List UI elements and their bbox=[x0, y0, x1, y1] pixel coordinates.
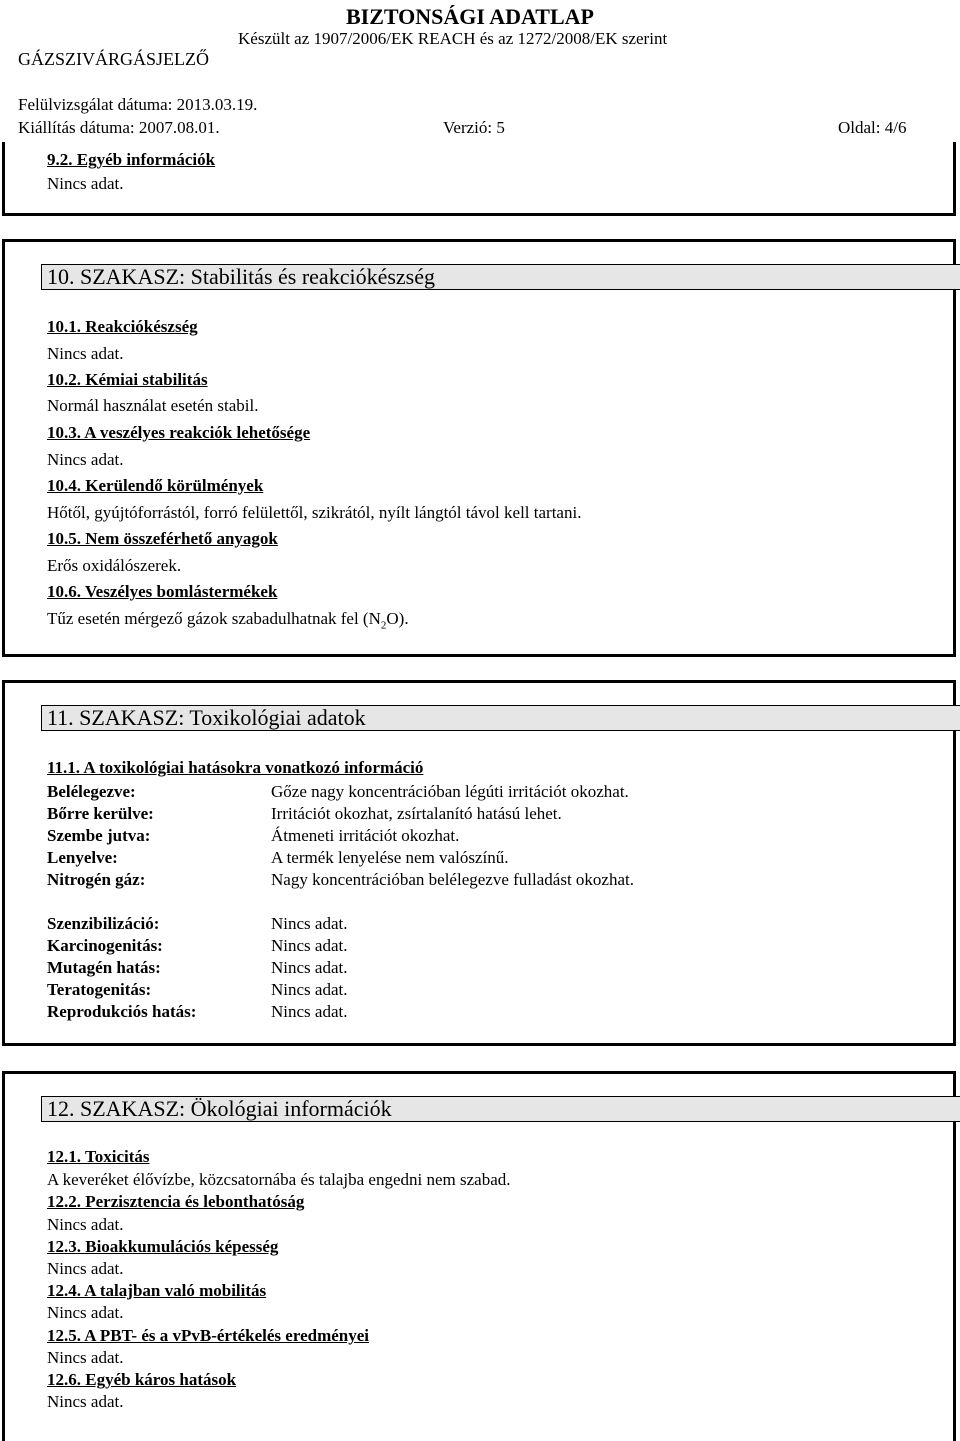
s12-4-title: 12.4. A talajban való mobilitás bbox=[47, 1281, 267, 1300]
section-10-box bbox=[2, 239, 956, 657]
s12-5-text: Nincs adat. bbox=[47, 1348, 124, 1367]
s12-2-text: Nincs adat. bbox=[47, 1215, 124, 1234]
product-name: GÁZSZIVÁRGÁSJELZŐ bbox=[18, 49, 209, 69]
tox-row-ingestion: Lenyelve: A termék lenyelése nem valószínű. bbox=[47, 848, 509, 867]
tox-row-teratogenicity: Teratogenitás: Nincs adat. bbox=[47, 980, 348, 999]
s9-subsection-title: 9.2. Egyéb információk bbox=[47, 150, 216, 169]
s12-heading: 12. SZAKASZ: Ökológiai információk bbox=[41, 1096, 960, 1122]
section-12-box bbox=[2, 1071, 956, 1441]
s10-3-title: 10.3. A veszélyes reakciók lehetősége bbox=[47, 423, 311, 442]
s10-1-title: 10.1. Reakciókészség bbox=[47, 317, 198, 336]
s11-heading: 11. SZAKASZ: Toxikológiai adatok bbox=[41, 705, 960, 731]
issue-date: Kiállítás dátuma: 2007.08.01. bbox=[18, 118, 220, 137]
tox-row-carcinogenicity: Karcinogenitás: Nincs adat. bbox=[47, 936, 348, 955]
s10-4-title: 10.4. Kerülendő körülmények bbox=[47, 476, 264, 495]
s12-6-text: Nincs adat. bbox=[47, 1392, 124, 1411]
s12-1-text: A keveréket élővízbe, közcsatornába és talajba engedni nem szabad. bbox=[47, 1170, 511, 1189]
s12-6-title: 12.6. Egyéb káros hatások bbox=[47, 1370, 237, 1389]
s12-5-title: 12.5. A PBT- és a vPvB-értékelés eredményei bbox=[47, 1326, 370, 1345]
tox-row-sensitization: Szenzibilizáció: Nincs adat. bbox=[47, 914, 348, 933]
s12-3-title: 12.3. Bioakkumulációs képesség bbox=[47, 1237, 279, 1256]
tox-row-reproductive: Reprodukciós hatás: Nincs adat. bbox=[47, 1002, 348, 1021]
tox-row-nitrogen: Nitrogén gáz: Nagy koncentrációban belélegezve fulladást okozhat. bbox=[47, 870, 634, 889]
s10-5-title: 10.5. Nem összeférhető anyagok bbox=[47, 529, 278, 548]
document-title: BIZTONSÁGI ADATLAP bbox=[346, 4, 594, 29]
s10-4-text: Hőtől, gyújtóforrástól, forró felülettől, szikrától, nyílt lángtól távol kell tartani. bbox=[47, 503, 582, 522]
s10-6-text: Tűz esetén mérgező gázok szabadulhatnak fel $(N_2O)$. bbox=[47, 609, 409, 632]
s10-3-text: Nincs adat. bbox=[47, 450, 124, 469]
tox-row-eye: Szembe jutva: Átmeneti irritációt okozhat. bbox=[47, 826, 460, 845]
tox-row-inhalation: Belélegezve: Gőze nagy koncentrációban légúti irritációt okozhat. bbox=[47, 782, 629, 801]
s10-heading: 10. SZAKASZ: Stabilitás és reakciókészség bbox=[41, 264, 960, 290]
s12-1-title: 12.1. Toxicitás bbox=[47, 1147, 150, 1166]
page-number: Oldal: 4/6 bbox=[838, 118, 907, 137]
s12-4-text: Nincs adat. bbox=[47, 1303, 124, 1322]
s9-subsection-text: Nincs adat. bbox=[47, 174, 124, 193]
section-9-box bbox=[2, 142, 956, 216]
tox-row-skin: Bőrre kerülve: Irritációt okozhat, zsírtalanító hatású lehet. bbox=[47, 804, 562, 823]
revision-date: Felülvizsgálat dátuma: 2013.03.19. bbox=[18, 95, 258, 114]
s10-2-text: Normál használat esetén stabil. bbox=[47, 396, 259, 415]
s10-5-text: Erős oxidálószerek. bbox=[47, 556, 182, 575]
s11-1-title: 11.1. A toxikológiai hatásokra vonatkozó információ bbox=[47, 758, 424, 777]
s10-6-title: 10.6. Veszélyes bomlástermékek bbox=[47, 582, 278, 601]
s12-3-text: Nincs adat. bbox=[47, 1259, 124, 1278]
regulation-line: Készült az 1907/2006/EK REACH és az 1272/2008/EK szerint bbox=[238, 29, 668, 48]
version: Verzió: 5 bbox=[443, 118, 505, 137]
section-11-box bbox=[2, 680, 956, 1046]
s10-2-title: 10.2. Kémiai stabilitás bbox=[47, 370, 208, 389]
s12-2-title: 12.2. Perzisztencia és lebonthatóság bbox=[47, 1192, 305, 1211]
s10-1-text: Nincs adat. bbox=[47, 344, 124, 363]
tox-row-mutagenicity: Mutagén hatás: Nincs adat. bbox=[47, 958, 348, 977]
